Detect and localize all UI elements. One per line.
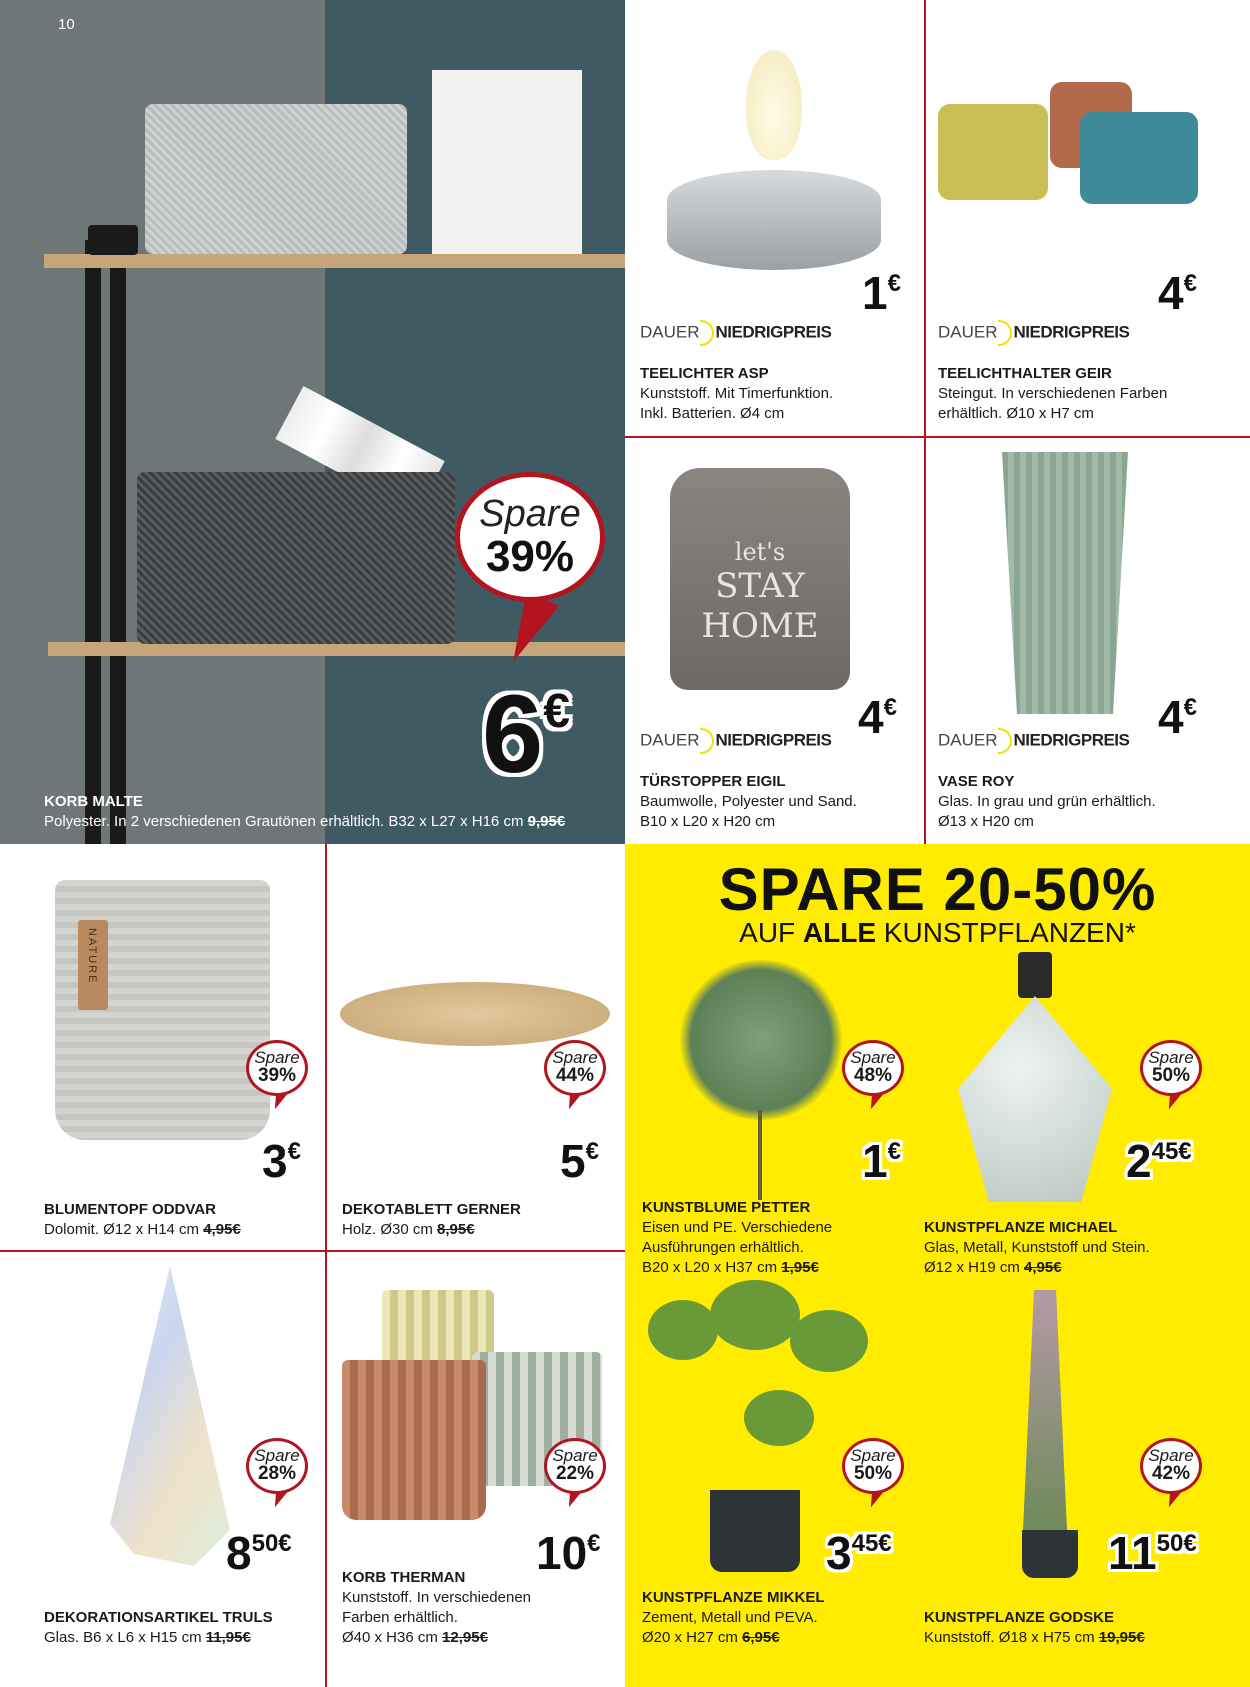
price: 5€ xyxy=(560,1135,599,1187)
divider xyxy=(625,436,1250,438)
spare-word: Spare xyxy=(1148,1048,1194,1067)
vase-image xyxy=(990,452,1140,714)
promo-subline: AUF ALLE KUNSTPFLANZEN* xyxy=(739,917,1136,948)
shelf-leg xyxy=(85,240,101,844)
product-desc: Ø13 x H20 cm xyxy=(938,813,1034,830)
product-info xyxy=(44,1200,241,1240)
product-desc: Steingut. In verschiedenen Farben xyxy=(938,385,1168,402)
product-desc: Farben erhältlich. xyxy=(342,1609,458,1626)
product-desc: Dolomit. Ø12 x H14 cm xyxy=(44,1221,200,1238)
holder-blue xyxy=(1080,112,1198,204)
product-desc: Ø12 x H19 cm xyxy=(924,1259,1020,1276)
spare-bubble xyxy=(544,1040,606,1096)
product-info xyxy=(924,1608,1145,1648)
spare-bubble xyxy=(246,1438,308,1494)
dauer-niedrigpreis-logo: DAUER NIEDRIGPREIS xyxy=(938,320,1129,346)
spare-bubble xyxy=(246,1040,308,1096)
old-price: 4,95€ xyxy=(203,1221,241,1238)
price: 4€ xyxy=(1158,267,1197,319)
doorstop-text: STAY xyxy=(715,566,805,606)
product-desc: Kunststoff. Ø18 x H75 cm xyxy=(924,1629,1095,1646)
price: 3€ xyxy=(262,1135,301,1187)
spare-percent: 39% xyxy=(257,1065,297,1086)
spare-word: Spare xyxy=(552,1048,598,1067)
product-desc: B20 x L20 x H37 cm xyxy=(642,1259,778,1276)
spare-bubble xyxy=(1140,1040,1202,1096)
product-title: DEKOTABLETT GERNER xyxy=(342,1201,521,1218)
product-info xyxy=(44,1608,273,1648)
spare-bubble xyxy=(544,1438,606,1494)
product-title: KUNSTPFLANZE GODSKE xyxy=(924,1609,1115,1626)
spare-percent: 22% xyxy=(555,1463,595,1484)
product-desc: B10 x L20 x H20 cm xyxy=(640,813,776,830)
plant-pot xyxy=(710,1490,800,1572)
old-price: 19,95€ xyxy=(1098,1629,1145,1646)
product-desc: Glas. In grau und grün erhältlich. xyxy=(938,793,1156,810)
product-title: TÜRSTOPPER EIGIL xyxy=(640,773,786,790)
product-title: KUNSTPFLANZE MICHAEL xyxy=(924,1219,1118,1236)
spare-bubble xyxy=(455,472,605,602)
spare-percent: 48% xyxy=(853,1065,893,1086)
doorstop-text: HOME xyxy=(701,606,819,646)
old-price: 11,95€ xyxy=(205,1629,251,1646)
shelf-leg xyxy=(110,240,126,844)
product-info xyxy=(938,772,1156,832)
product-desc: Kunststoff. Mit Timerfunktion. xyxy=(640,385,834,402)
doorstop-image xyxy=(670,468,850,690)
product-info xyxy=(342,1568,531,1648)
product-title: TEELICHTER ASP xyxy=(640,365,769,382)
product-title: KORB MALTE xyxy=(44,793,143,810)
leaf xyxy=(710,1280,800,1350)
product-info xyxy=(640,772,857,832)
spare-percent: 42% xyxy=(1151,1463,1191,1484)
plant-eucalyptus xyxy=(676,960,846,1120)
product-info xyxy=(342,1200,521,1240)
spare-word: Spare xyxy=(254,1446,300,1465)
divider xyxy=(0,1250,625,1252)
product-desc: Eisen und PE. Verschiedene xyxy=(642,1219,833,1236)
product-title: TEELICHTHALTER GEIR xyxy=(938,365,1112,382)
price: $3^{45€}$ xyxy=(826,1527,892,1579)
product-desc: Ø20 x H27 cm xyxy=(642,1629,738,1646)
bulb-cap xyxy=(1018,952,1052,998)
basket-brown xyxy=(342,1360,486,1520)
spare-percent: 28% xyxy=(257,1463,297,1484)
divider xyxy=(924,0,926,844)
product-title: KUNSTPFLANZE MIKKEL xyxy=(642,1589,825,1606)
spare-word: Spare xyxy=(850,1048,896,1067)
hero-caption xyxy=(44,792,565,832)
prism-image xyxy=(110,1266,230,1566)
page-number: 10 xyxy=(58,16,75,33)
product-desc: Polyester. In 2 verschiedenen Grautönen erhältlich. B32 x L27 x H16 cm xyxy=(44,813,524,830)
tray-image xyxy=(340,982,610,1046)
spare-word: Spare xyxy=(552,1446,598,1465)
tag-text: NATURE xyxy=(86,928,98,985)
divider xyxy=(325,844,327,1687)
flame xyxy=(746,50,802,160)
poster xyxy=(432,70,582,254)
old-price: 6,95€ xyxy=(742,1629,780,1646)
flowerpot-image xyxy=(55,880,270,1140)
product-info xyxy=(642,1588,825,1648)
product-desc: Glas. B6 x L6 x H15 cm xyxy=(44,1629,202,1646)
product-title: DEKORATIONSARTIKEL TRULS xyxy=(44,1609,273,1626)
product-info xyxy=(924,1218,1150,1278)
price: 10€ xyxy=(536,1527,601,1579)
product-desc: Inkl. Batterien. Ø4 cm xyxy=(640,405,785,422)
plant-stem xyxy=(758,1110,762,1200)
product-desc: Zement, Metall und PEVA. xyxy=(642,1609,818,1626)
price: $8^{50€}$ xyxy=(226,1527,292,1579)
product-desc: Holz. Ø30 cm xyxy=(342,1221,433,1238)
hero-price: 6€ xyxy=(482,673,570,796)
product-desc: Glas, Metall, Kunststoff und Stein. xyxy=(924,1239,1150,1256)
dauer-niedrigpreis-logo: DAUER NIEDRIGPREIS xyxy=(640,320,831,346)
product-title: BLUMENTOPF ODDVAR xyxy=(44,1201,216,1218)
price: 4€ xyxy=(858,691,897,743)
product-desc: Kunststoff. In verschiedenen xyxy=(342,1589,532,1606)
spare-bubble xyxy=(1140,1438,1202,1494)
leaf xyxy=(790,1310,868,1372)
product-desc: erhältlich. Ø10 x H7 cm xyxy=(938,405,1094,422)
product-desc: Ø40 x H36 cm xyxy=(342,1629,438,1646)
tealight-image xyxy=(667,170,881,270)
plant-pot xyxy=(1022,1530,1078,1578)
shelf-board xyxy=(44,254,625,268)
candle-holder xyxy=(88,225,138,255)
dauer-niedrigpreis-logo: DAUER NIEDRIGPREIS xyxy=(938,728,1129,754)
dauer-niedrigpreis-logo: DAUER NIEDRIGPREIS xyxy=(640,728,831,754)
spare-percent: 39% xyxy=(485,532,575,581)
spare-bubble xyxy=(842,1040,904,1096)
spare-word: Spare xyxy=(1148,1446,1194,1465)
product-info xyxy=(642,1198,832,1278)
spare-word: Spare xyxy=(254,1048,300,1067)
spare-percent: 44% xyxy=(555,1065,595,1086)
spare-word: Spare xyxy=(850,1446,896,1465)
old-price: 12,95€ xyxy=(442,1629,488,1646)
price: 1€ xyxy=(862,1135,901,1187)
spare-word: Spare xyxy=(479,493,581,535)
leaf xyxy=(744,1390,814,1446)
price: 4€ xyxy=(1158,691,1197,743)
old-price: 8,95€ xyxy=(437,1221,475,1238)
price: 1€ xyxy=(862,267,901,319)
spare-percent: 50% xyxy=(1151,1065,1191,1086)
basket-dark xyxy=(137,472,455,644)
price: $2^{45€}$ xyxy=(1126,1135,1192,1187)
old-price: 4,95€ xyxy=(1024,1259,1062,1276)
spare-bubble xyxy=(842,1438,904,1494)
product-info xyxy=(938,364,1167,424)
holder-yellow xyxy=(938,104,1048,200)
doorstop-text: let's xyxy=(734,538,786,566)
spare-percent: 50% xyxy=(853,1463,893,1484)
basket-light xyxy=(145,104,407,254)
product-desc: Baumwolle, Polyester und Sand. xyxy=(640,793,857,810)
product-info xyxy=(640,364,833,424)
product-title: KORB THERMAN xyxy=(342,1569,466,1586)
leaf xyxy=(648,1300,718,1360)
product-title: KUNSTBLUME PETTER xyxy=(642,1199,811,1216)
product-desc: Ausführungen erhältlich. xyxy=(642,1239,804,1256)
old-price: 1,95€ xyxy=(781,1259,819,1276)
old-price: 9,95€ xyxy=(527,813,566,830)
price: $11^{50€}$ xyxy=(1108,1527,1197,1579)
product-title: VASE ROY xyxy=(938,773,1015,790)
promo-headline: SPARE 20-50% xyxy=(718,856,1157,923)
leather-tag xyxy=(78,920,108,1010)
